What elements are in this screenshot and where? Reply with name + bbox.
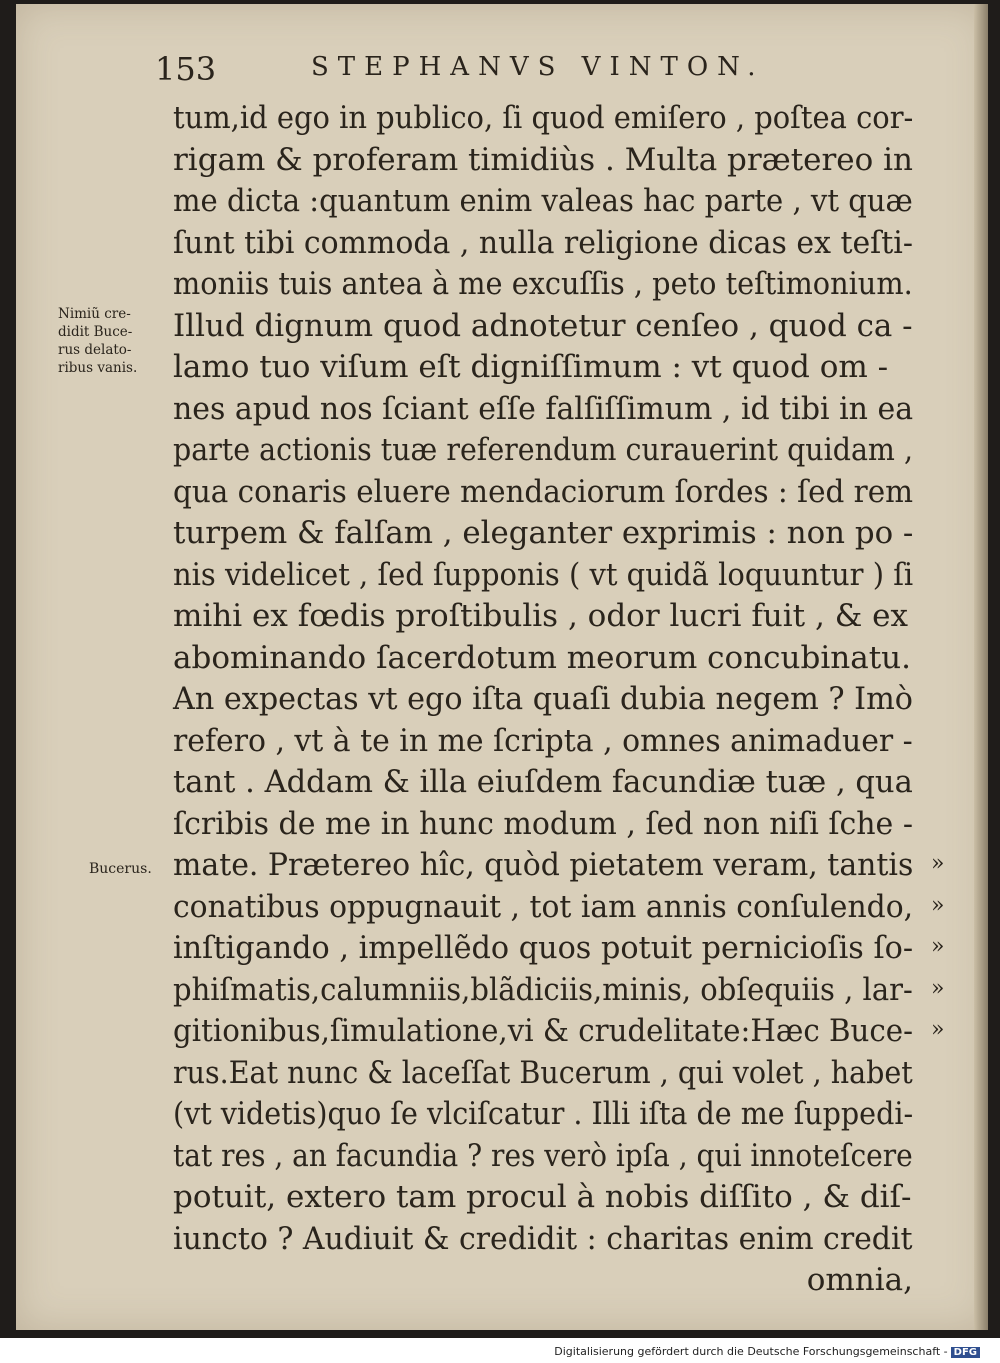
margin-note-line: Nimiũ cre-: [58, 306, 131, 322]
text-line: moniis tuis antea à me excuſſis , peto teſtimonium.: [173, 266, 913, 302]
running-head: STEPHANVS VINTON.: [311, 52, 765, 82]
quotation-marks: [931, 843, 944, 1051]
margin-note-line: rus delato-: [58, 342, 132, 358]
text-line: rus.Eat nunc & laceſſat Bucerum , qui volet , habet: [173, 1054, 913, 1091]
body-text: [173, 98, 913, 1302]
text-line: Illud dignum quod adnotetur cenſeo , quod ca -: [173, 307, 913, 344]
text-line: tat res , an facundia ? res verò ipſa , qui innoteſcere: [173, 1137, 913, 1174]
text-line: nes apud nos ſciant eſſe falſiſſimum , id tibi in ea: [173, 390, 914, 427]
margin-note-line: didit Buce-: [58, 324, 133, 340]
text-line: conatibus oppugnauit , tot iam annis conſulendo,: [173, 888, 914, 925]
text-line: ſcribis de me in hunc modum , ſed non niſi ſche -: [173, 805, 913, 842]
text-line: qua conaris eluere mendaciorum ſordes : ſed rem: [173, 473, 913, 510]
quote-mark: »: [931, 1017, 945, 1042]
margin-note-nimium: [58, 305, 137, 377]
text-line: (vt videtis)quo ſe vlciſcatur . Illi iſta de me ſuppedi-: [173, 1096, 914, 1132]
margin-note-bucerus: Bucerus.: [89, 861, 152, 877]
text-line: refero , vt à te in me ſcripta , omnes animaduer -: [173, 722, 913, 759]
footer-credit-text: Digitalisierung gefördert durch die Deutsche Forschungsgemeinschaft -: [554, 1345, 948, 1358]
text-line: abominando ſacerdotum meorum concubinatu.: [173, 639, 911, 676]
margin-note-line: ribus vanis.: [58, 360, 138, 376]
text-line: potuit, extero tam procul à nobis diſſito , & diſ-: [173, 1179, 912, 1215]
text-line: phiſmatis,calumniis,blãdiciis,minis, obſequiis , lar-: [173, 971, 913, 1008]
text-line: me dicta :quantum enim valeas hac parte , vt quæ: [173, 183, 913, 219]
footer-credit: [554, 1345, 980, 1358]
text-line: parte actionis tuæ referendum curauerint quidam ,: [173, 432, 914, 468]
page-number: 153: [155, 50, 217, 88]
quote-mark: »: [931, 892, 945, 918]
text-line: An expectas vt ego iſta quaſi dubia negem ? Imò: [173, 681, 913, 717]
quote-mark: »: [931, 851, 945, 876]
text-line: lamo tuo viſum eſt digniſſimum : vt quod om -: [173, 349, 889, 385]
text-line: rigam & proferam timidiùs . Multa prætereo in: [173, 141, 913, 178]
text-line: gitionibus,ſimulatione,vi & crudelitate:Hæc Buce-: [173, 1013, 913, 1049]
text-line: ſunt tibi commoda , nulla religione dicas ex teſti-: [173, 224, 913, 261]
text-line: tant . Addam & illa eiuſdem facundiæ tuæ , qua: [173, 764, 913, 800]
text-line: iuncto ? Audiuit & credidit : charitas enim credit: [173, 1220, 913, 1257]
quote-mark: »: [931, 975, 945, 1001]
quote-mark: »: [931, 934, 945, 959]
catchword: omnia,: [806, 1262, 913, 1298]
text-line: inſtigando , impellẽdo quos potuit pernicioſis ſo-: [173, 930, 914, 966]
text-line: tum,id ego in publico, ſi quod emiſero , poſtea cor-: [173, 100, 914, 136]
text-line: mate. Prætereo hîc, quòd pietatem veram, tantis: [173, 847, 914, 883]
dfg-badge: DFG: [951, 1347, 980, 1358]
text-line: turpem & falſam , eleganter exprimis : non po -: [173, 515, 914, 551]
text-line: nis videlicet , ſed ſupponis ( vt quidã loquuntur ) ſi: [173, 556, 914, 593]
page-gutter: [974, 4, 988, 1330]
text-line: mihi ex fœdis proſtibulis , odor lucri fuit , & ex: [173, 598, 908, 634]
